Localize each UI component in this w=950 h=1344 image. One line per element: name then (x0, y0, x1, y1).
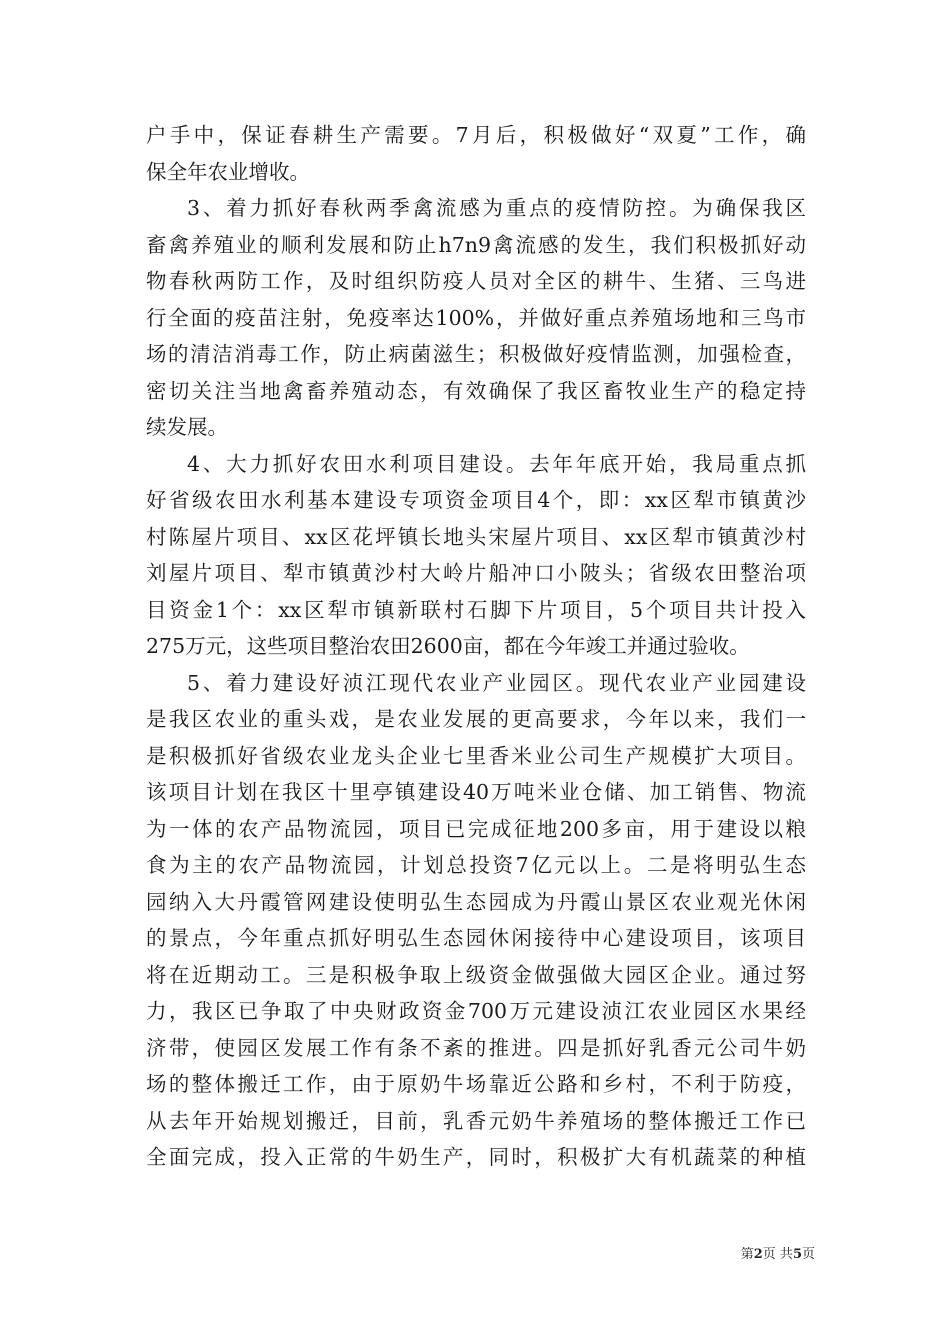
text-line: 济带，使园区发展工作有条不紊的推进。四是抓好乳香元公司牛奶 (146, 1035, 806, 1060)
text-line: 目资金1个：xx区犁市镇新联村石脚下片项目，5个项目共计投入 (146, 597, 806, 622)
paragraph-start-line: 5、着力建设好浈江现代农业产业园区。现代农业产业园建设 (187, 670, 806, 695)
page-number-footer (705, 1247, 815, 1263)
footer-middle: 页 共 (762, 1247, 793, 1262)
text-line: 将在近期动工。三是积极争取上级资金做强做大园区企业。通过努 (146, 962, 806, 987)
text-line: 全面完成，投入正常的牛奶生产，同时，积极扩大有机蔬菜的种植 (146, 1145, 806, 1169)
text-line: 畜禽养殖业的顺利发展和防止h7n9禽流感的发生，我们积极抓好动 (146, 232, 806, 257)
paragraph-start-line: 3、着力抓好春秋两季禽流感为重点的疫情防控。为确保我区 (187, 196, 806, 220)
text-line: 物春秋两防工作，及时组织防疫人员对全区的耕牛、生猪、三鸟进 (146, 269, 806, 293)
total-pages-number: 5 (792, 1247, 802, 1262)
text-line: 园纳入大丹霞管网建设使明弘生态园成为丹霞山景区农业观光休闲 (146, 889, 806, 914)
current-page-number: 2 (753, 1247, 763, 1262)
footer-prefix: 第 (740, 1247, 754, 1262)
text-line: 从去年开始规划搬迁，目前，乳香元奶牛养殖场的整体搬迁工作已 (146, 1108, 806, 1133)
text-line: 场的整体搬迁工作，由于原奶牛场靠近公路和乡村，不利于防疫， (146, 1072, 806, 1096)
text-line: 续发展。 (146, 415, 228, 439)
text-line: 该项目计划在我区十里亭镇建设40万吨米业仓储、加工销售、物流 (146, 780, 806, 804)
text-line: 275万元，这些项目整治农田2600亩，都在今年竣工并通过验收。 (146, 634, 750, 658)
text-line: 为一体的农产品物流园，项目已完成征地200多亩，用于建设以粮 (146, 816, 806, 841)
text-line: 食为主的农产品物流园，计划总投资7亿元以上。二是将明弘生态 (146, 853, 806, 877)
text-line: 村陈屋片项目、xx区花坪镇长地头宋屋片项目、xx区犁市镇黄沙村 (146, 524, 806, 549)
paragraph-start-line: 4、大力抓好农田水利项目建设。去年年底开始，我局重点抓 (187, 451, 806, 476)
text-line: 密切关注当地禽畜养殖动态，有效确保了我区畜牧业生产的稳定持 (146, 378, 806, 403)
text-line: 保全年农业增收。 (146, 159, 310, 184)
text-line: 是我区农业的重头戏，是农业发展的更高要求，今年以来，我们一 (146, 707, 806, 731)
text-line: 刘屋片项目、犁市镇黄沙村大岭片船冲口小陂头；省级农田整治项 (146, 561, 806, 585)
text-line: 的景点，今年重点抓好明弘生态园休闲接待中心建设项目，该项目 (146, 926, 806, 950)
text-line: 行全面的疫苗注射，免疫率达100%，并做好重点养殖场地和三鸟市 (146, 305, 806, 330)
text-line: 是积极抓好省级农业龙头企业七里香米业公司生产规模扩大项目。 (146, 743, 806, 768)
footer-suffix: 页 (801, 1247, 815, 1262)
text-line: 户手中，保证春耕生产需要。7月后，积极做好“双夏”工作，确 (146, 123, 806, 147)
text-line: 力，我区已争取了中央财政资金700万元建设浈江农业园区水果经 (146, 999, 806, 1023)
document-body (146, 117, 806, 1176)
text-line: 好省级农田水利基本建设专项资金项目4个，即：xx区犁市镇黄沙 (146, 488, 806, 512)
text-line: 场的清洁消毒工作，防止病菌滋生；积极做好疫情监测，加强检查， (146, 342, 806, 366)
